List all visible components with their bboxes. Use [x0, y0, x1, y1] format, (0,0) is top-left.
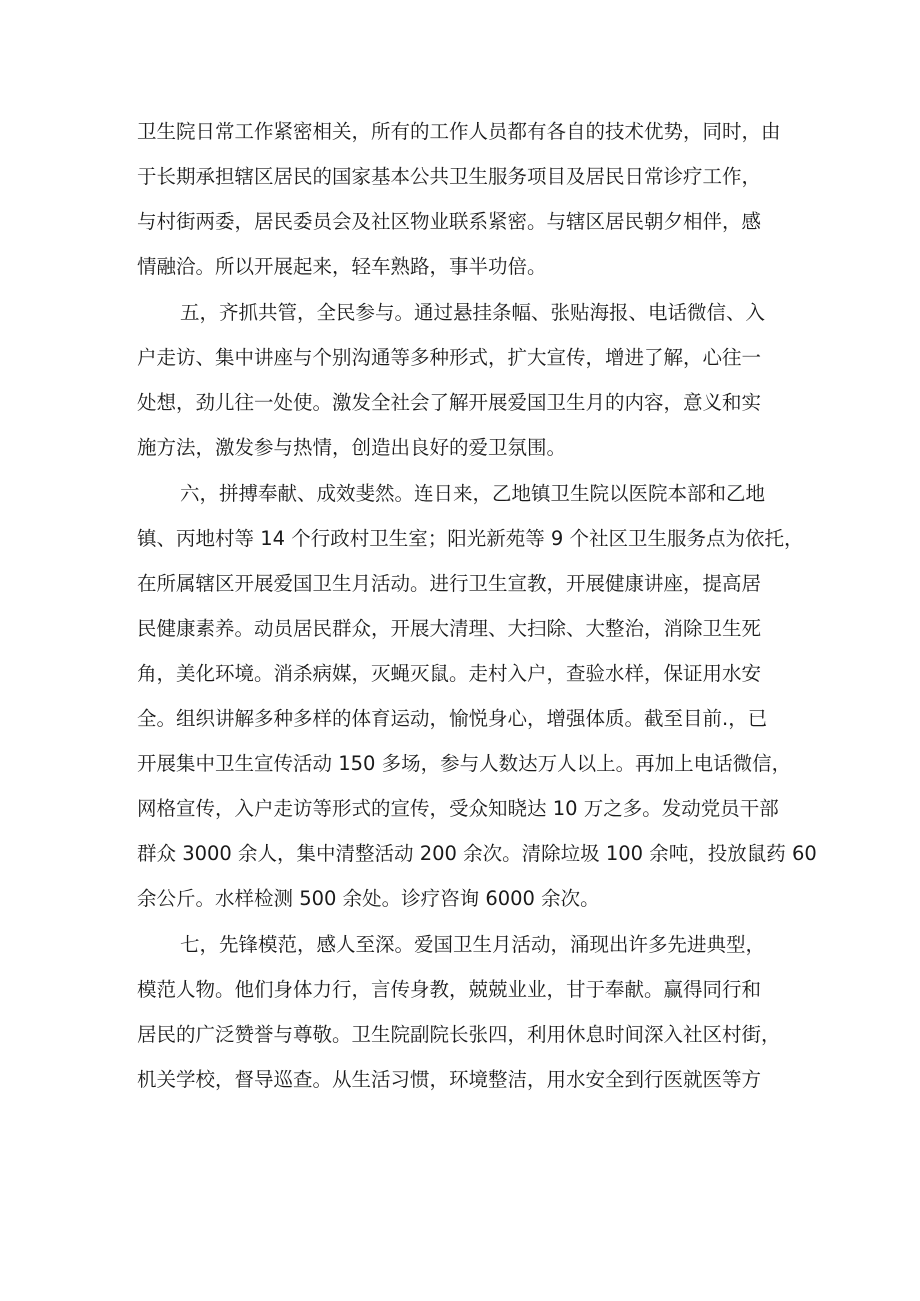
text-line: 镇、丙地村等 14 个行政村卫生室；阳光新苑等 9 个社区卫生服务点为依托， [137, 527, 804, 550]
text-line: 在所属辖区开展爱国卫生月活动。进行卫生宣教，开展健康讲座，提高居 [137, 572, 762, 595]
text-line: 群众 3000 余人，集中清整活动 200 余次。清除垃圾 100 余吨，投放鼠药 60 [137, 842, 817, 865]
text-line: 处想，劲儿往一处使。激发全社会了解开展爱国卫生月的内容，意义和实 [137, 391, 762, 414]
text-line: 情融洽。所以开展起来，轻车熟路，事半功倍。 [137, 255, 547, 278]
text-line: 卫生院日常工作紧密相关，所有的工作人员都有各自的技术优势，同时，由 [137, 120, 781, 143]
text-line: 民健康素养。动员居民群众，开展大清理、大扫除、大整治，消除卫生死 [137, 617, 762, 640]
text-line: 机关学校，督导巡查。从生活习惯，环境整洁，用水安全到行医就医等方 [137, 1068, 762, 1091]
text-line: 与村街两委，居民委员会及社区物业联系紧密。与辖区居民朝夕相伴，感 [137, 210, 762, 233]
text-line: 施方法，激发参与热情，创造出良好的爱卫氛围。 [137, 436, 567, 459]
paragraph-first-line: 七，先锋模范，感人至深。爱国卫生月活动，涌现出许多先进典型， [180, 933, 766, 956]
text-line: 模范人物。他们身体力行，言传身教，兢兢业业，甘于奉献。赢得同行和 [137, 978, 762, 1001]
text-line: 全。组织讲解多种多样的体育运动，愉悦身心，增强体质。截至目前.，已 [137, 707, 768, 730]
text-line: 余公斤。水样检测 500 余处。诊疗咨询 6000 余次。 [137, 887, 600, 910]
text-line: 户走访、集中讲座与个别沟通等多种形式，扩大宣传，增进了解，心往一 [137, 346, 762, 369]
text-line: 居民的广泛赞誉与尊敬。卫生院副院长张四，利用休息时间深入社区村街， [137, 1023, 781, 1046]
paragraph-first-line: 五，齐抓共管，全民参与。通过悬挂条幅、张贴海报、电话微信、入 [180, 301, 766, 324]
text-line: 角，美化环境。消杀病媒，灭蝇灭鼠。走村入户，查验水样，保证用水安 [137, 662, 762, 685]
text-line: 网格宣传，入户走访等形式的宣传，受众知晓达 10 万之多。发动党员干部 [137, 797, 779, 820]
text-line: 开展集中卫生宣传活动 150 多场，参与人数达万人以上。再加上电话微信， [137, 752, 792, 775]
paragraph-first-line: 六，拼搏奉献、成效斐然。连日来，乙地镇卫生院以医院本部和乙地 [180, 482, 766, 505]
text-line: 于长期承担辖区居民的国家基本公共卫生服务项目及居民日常诊疗工作， [137, 165, 762, 188]
